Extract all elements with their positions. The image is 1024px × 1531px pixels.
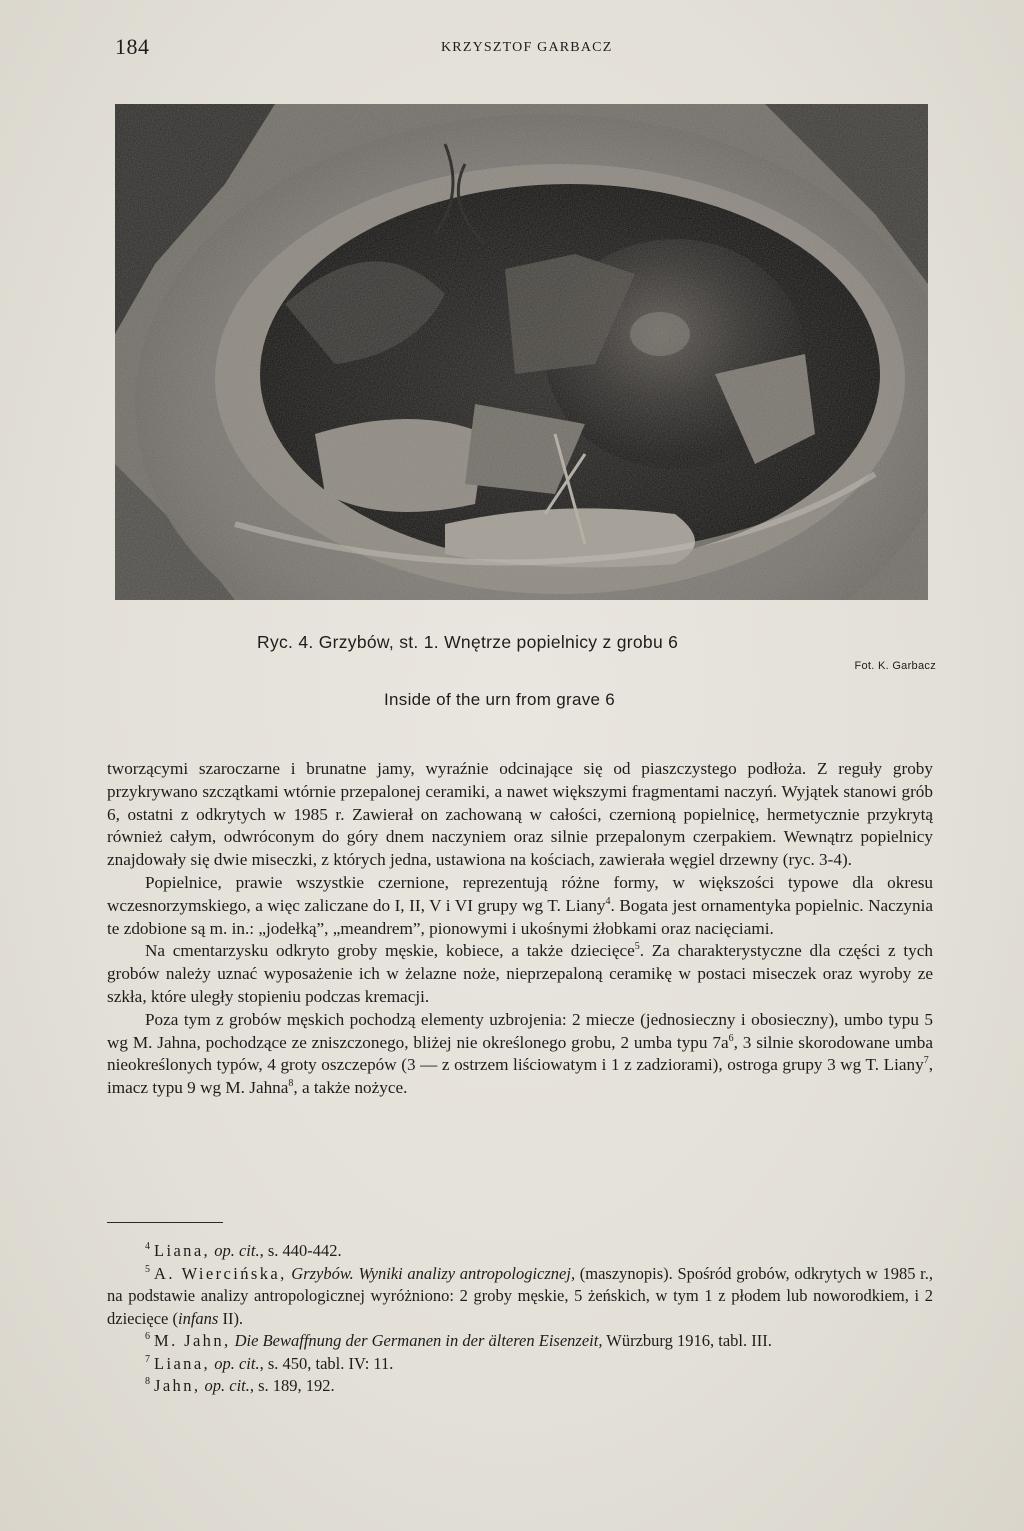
footnote-detail-end: II). xyxy=(218,1308,244,1328)
running-head xyxy=(115,34,935,64)
footnote-detail: , s. 189, 192. xyxy=(249,1376,335,1395)
footnotes xyxy=(107,1240,933,1398)
footnote-reference: Grzybów. Wyniki analizy antropologicznej, xyxy=(291,1263,576,1283)
figure-caption-en: Inside of the urn from grave 6 xyxy=(384,690,616,709)
footnote-number: 7 xyxy=(145,1353,150,1365)
footnote-author: Jahn, xyxy=(154,1376,201,1395)
footnote-author: A. Wiercińska, xyxy=(154,1263,287,1283)
photo-credit: Fot. K. Garbacz xyxy=(854,660,936,672)
footnote-number: 4 xyxy=(145,1241,150,1252)
footnote-7 xyxy=(107,1353,933,1376)
figure-caption-pl: Ryc. 4. Grzybów, st. 1. Wnętrze popielnicy z grobu 6 xyxy=(257,632,679,652)
footnote-detail: Würzburg 1916, tabl. III. xyxy=(602,1331,772,1350)
paragraph-3-text-b: . Za charakterystyczne dla części z tych grobów należy uznać wyposażenie ich w żelazne noże, nieprzepaloną ceramikę w postaci miseczek oraz wyroby ze szkła, które uległy stopieniu podczas kremacji. xyxy=(107,941,933,1006)
paragraph-2 xyxy=(107,872,933,940)
footnote-reference: op. cit. xyxy=(214,1241,260,1260)
footnote-ref-6: 6 xyxy=(728,1032,734,1044)
paragraph-4-text-c: , imacz typu 9 wg M. Jahna xyxy=(107,1055,933,1098)
footnote-8 xyxy=(107,1375,933,1398)
footnote-detail: , s. 440-442. xyxy=(259,1241,342,1260)
page-number: 184 xyxy=(115,34,150,59)
paragraph-3-text-a: Na cmentarzysku odkryto groby męskie, kobiece, a także dziecięce xyxy=(145,941,635,961)
paragraph-1: tworzącymi szaroczarne i brunatne jamy, wyraźnie odcinające się od piaszczystego podłoża. Z reguły groby przykrywano szczątkami wtórnie przepalonej ceramiki, a nawet większymi fragmentami naczyń. Wyjątek stanowi grób 6, ostatni z odkrytych w 1985 r. Zawierał on zachowaną w całości, czernioną popielnicę, hermetycznie przykrytą również całym, odwróconym do góry dnem naczyniem oraz silnie przepalonym czerpakiem. Wewnątrz popielnicy znajdowały się dwie miseczki, z których jedna, ustawiona na kościach, zawierała węgiel drzewny (ryc. 3-4). xyxy=(107,759,933,870)
footnote-detail: (maszynopis). Spośród grobów, odkrytych w 1985 r., na podstawie analizy antropologicznej wyróżniono: 2 groby męskie, 5 żeńskich, w tym 1 z płodem lub noworodkiem, i 2 dziecięce ( xyxy=(107,1263,933,1328)
footnote-reference: op. cit. xyxy=(204,1376,250,1395)
paragraph-4-text-a: Poza tym z grobów męskich pochodzą elementy uzbrojenia: 2 miecze (jednosieczny i obosieczny), umbo typu 5 wg M. Jahna, pochodzące ze zniszczonego, bliżej nie określonego grobu, 2 umba typu 7a xyxy=(107,1009,933,1052)
footnote-author: M. Jahn, xyxy=(154,1331,231,1350)
footnote-reference: op. cit. xyxy=(214,1353,260,1373)
footnote-author: Liana, xyxy=(154,1353,211,1373)
paragraph-4 xyxy=(107,1009,933,1100)
footnote-detail-italic: infans xyxy=(177,1308,219,1328)
paragraph-2-text-b: . Bogata jest ornamentyka popielnic. Naczynia te zdobione są m. in.: „jodełką”, „meandrem”, pionowymi i ukośnymi żłobkami oraz nacięciami. xyxy=(107,895,933,938)
footnote-5 xyxy=(107,1263,933,1331)
footnote-divider xyxy=(107,1222,223,1223)
paragraph-4-text-b: , 3 silnie skorodowane umba nieokreślonych typów, 4 groty oszczepów (3 — z ostrzem liściowatym i 1 z zadziorami), ostroga grupy 3 wg T. Liany xyxy=(107,1032,933,1075)
footnote-reference: Die Bewaffnung der Germanen in der älteren Eisenzeit, xyxy=(234,1331,603,1350)
footnote-ref-4: 4 xyxy=(605,895,611,907)
footnote-6 xyxy=(107,1330,933,1353)
paragraph-3 xyxy=(107,940,933,1008)
footnote-number: 6 xyxy=(145,1331,150,1342)
footnote-ref-8: 8 xyxy=(288,1078,294,1090)
footnote-ref-7: 7 xyxy=(923,1055,929,1067)
footnote-author: Liana, xyxy=(154,1241,211,1260)
footnote-4 xyxy=(107,1240,933,1263)
footnote-number: 8 xyxy=(145,1376,150,1387)
running-title: KRZYSZTOF GARBACZ xyxy=(441,40,613,55)
paragraph-2-text-a: Popielnice, prawie wszystkie czernione, reprezentują różne formy, w większości typowe dla okresu wczesnorzymskiego, a więc zaliczane do I, II, V i VI grupy wg T. Liany xyxy=(107,872,933,915)
urn-photograph xyxy=(115,104,928,600)
footnote-ref-5: 5 xyxy=(634,941,640,953)
footnote-number: 5 xyxy=(145,1263,150,1275)
paragraph-4-text-d: , a także nożyce. xyxy=(293,1078,408,1098)
body-text xyxy=(107,758,933,1100)
footnote-detail: , s. 450, tabl. IV: 11. xyxy=(259,1353,394,1373)
